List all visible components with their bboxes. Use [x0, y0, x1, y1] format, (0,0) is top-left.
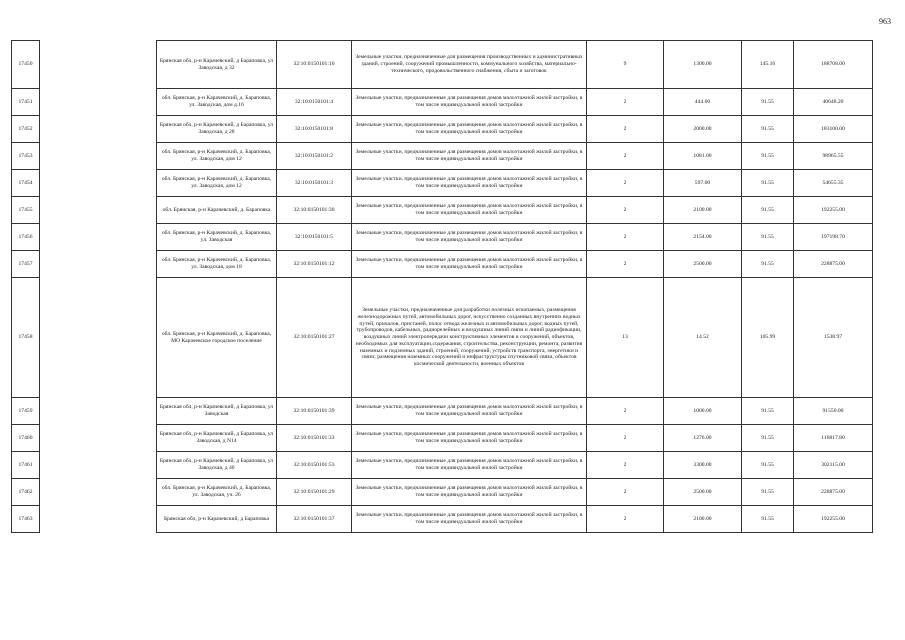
specific-value-cell: 91.55 — [742, 398, 794, 425]
cadastral-number-cell: 32:10:0150101:39 — [277, 398, 352, 425]
land-use-cell: Земельные участки, предназначенные для размещения домов малоэтажной жилой застройки, в том числе индивидуальной жилой застройки — [352, 425, 587, 452]
spacer-cell — [40, 41, 157, 89]
cadastral-value-cell: 228875.00 — [794, 251, 873, 278]
row-number: 17450 — [12, 41, 40, 89]
address-cell: обл. Брянская, р-н Карачевский, д. Бараповка, ул. Заводская, дом д.16 — [157, 89, 277, 116]
address-cell: обл. Брянская, р-н Карачевский, д. Бараповка, ул. Заводская, дом 12 — [157, 170, 277, 197]
use-group-cell: 2 — [587, 506, 664, 533]
cadastral-number-cell: 32:10:0150101:8 — [277, 116, 352, 143]
cadastral-number-cell: 32:10:0150101:10 — [277, 41, 352, 89]
use-group-cell: 2 — [587, 224, 664, 251]
row-number: 17460 — [12, 425, 40, 452]
specific-value-cell: 91.55 — [742, 197, 794, 224]
cadastral-number-cell: 32:10:0150101:2 — [277, 143, 352, 170]
use-group-cell: 2 — [587, 398, 664, 425]
table-row — [12, 398, 873, 425]
specific-value-cell: 91.55 — [742, 224, 794, 251]
use-group-cell: 2 — [587, 251, 664, 278]
table-row — [12, 116, 873, 143]
area-cell: 2500.00 — [664, 479, 742, 506]
address-cell: Брянская обл, р-н Карачевский, д Бараповка — [157, 506, 277, 533]
land-use-cell: Земельные участки, предназначенные для размещения домов малоэтажной жилой застройки, в том числе индивидуальной жилой застройки — [352, 224, 587, 251]
spacer-cell — [40, 479, 157, 506]
address-cell: Брянская обл, р-н Карачевский, д Бараповка, ул Заводская, д 32 — [157, 41, 277, 89]
cadastral-number-cell: 32:10:0150101:12 — [277, 251, 352, 278]
cadastral-number-cell: 32:10:0150101:33 — [277, 425, 352, 452]
table-row — [12, 170, 873, 197]
cadastral-value-cell: 228875.00 — [794, 479, 873, 506]
specific-value-cell: 145.16 — [742, 41, 794, 89]
use-group-cell: 2 — [587, 143, 664, 170]
area-cell: 14.52 — [664, 278, 742, 398]
cadastral-value-cell: 40648.20 — [794, 89, 873, 116]
row-number: 17461 — [12, 452, 40, 479]
cadastral-value-cell: 302115.00 — [794, 452, 873, 479]
area-cell: 2000.00 — [664, 116, 742, 143]
row-number: 17452 — [12, 116, 40, 143]
land-use-cell: Земельные участки, предназначенные для размещения домов малоэтажной жилой застройки, в том числе индивидуальной жилой застройки — [352, 143, 587, 170]
specific-value-cell: 91.55 — [742, 170, 794, 197]
use-group-cell: 2 — [587, 89, 664, 116]
specific-value-cell: 91.55 — [742, 89, 794, 116]
cadastral-value-cell: 192255.00 — [794, 506, 873, 533]
spacer-cell — [40, 425, 157, 452]
table-row — [12, 197, 873, 224]
cadastral-number-cell: 32:10:0150101:27 — [277, 278, 352, 398]
table-row — [12, 41, 873, 89]
spacer-cell — [40, 278, 157, 398]
cadastral-value-cell: 188708.00 — [794, 41, 873, 89]
spacer-cell — [40, 398, 157, 425]
use-group-cell: 2 — [587, 170, 664, 197]
cadastral-value-cell: 183100.00 — [794, 116, 873, 143]
use-group-cell: 2 — [587, 197, 664, 224]
cadastral-value-cell: 1538.97 — [794, 278, 873, 398]
cadastral-number-cell: 32:10:0150101:5 — [277, 224, 352, 251]
row-number: 17455 — [12, 197, 40, 224]
specific-value-cell: 91.55 — [742, 116, 794, 143]
table-row — [12, 425, 873, 452]
area-cell: 2100.00 — [664, 197, 742, 224]
row-number: 17462 — [12, 479, 40, 506]
specific-value-cell: 91.55 — [742, 251, 794, 278]
land-use-cell: Земельные участки, предназначенные для размещения домов малоэтажной жилой застройки, в том числе индивидуальной жилой застройки — [352, 479, 587, 506]
spacer-cell — [40, 89, 157, 116]
address-cell: обл. Брянская, р-н Карачевский, д. Бараповка — [157, 197, 277, 224]
row-number: 17454 — [12, 170, 40, 197]
area-cell: 1300.00 — [664, 41, 742, 89]
address-cell: Брянская обл, р-н Карачевский, д Бараповка, ул Заводская, д N14 — [157, 425, 277, 452]
address-cell: обл. Брянская, р-н Карачевский, д. Бараповка, ул. Заводская — [157, 224, 277, 251]
specific-value-cell: 91.55 — [742, 425, 794, 452]
cadastral-value-cell: 91550.00 — [794, 398, 873, 425]
area-cell: 597.00 — [664, 170, 742, 197]
address-cell: Брянская обл, р-н Карачевский, д Бараповка, ул Заводская, д 40 — [157, 452, 277, 479]
use-group-cell: 9 — [587, 41, 664, 89]
land-use-cell: Земельные участки, предназначенные для размещения домов малоэтажной жилой застройки, в том числе индивидуальной жилой застройки — [352, 116, 587, 143]
row-number: 17459 — [12, 398, 40, 425]
table-row — [12, 143, 873, 170]
table-row — [12, 479, 873, 506]
address-cell: обл. Брянская, р-н Карачевский, д. Бараповка, ул. Заводская, уч. 26 — [157, 479, 277, 506]
address-cell: обл. Брянская, р-н Карачевский, д. Бараповка, ул. Заводская, дом 18 — [157, 251, 277, 278]
spacer-cell — [40, 116, 157, 143]
specific-value-cell: 91.55 — [742, 506, 794, 533]
cadastral-number-cell: 32:10:0150101:4 — [277, 89, 352, 116]
table-row — [12, 251, 873, 278]
area-cell: 3300.00 — [664, 452, 742, 479]
cadastral-value-cell: 116817.80 — [794, 425, 873, 452]
cadastral-value-cell: 54655.35 — [794, 170, 873, 197]
spacer-cell — [40, 170, 157, 197]
row-number: 17457 — [12, 251, 40, 278]
land-use-cell: Земельные участки, предназначенные для размещения домов малоэтажной жилой застройки, в том числе индивидуальной жилой застройки — [352, 89, 587, 116]
land-use-cell: Земельные участки, предназначенные для размещения домов малоэтажной жилой застройки, в том числе индивидуальной жилой застройки — [352, 506, 587, 533]
land-registry-table — [11, 40, 873, 533]
row-number: 17456 — [12, 224, 40, 251]
use-group-cell: 2 — [587, 425, 664, 452]
spacer-cell — [40, 452, 157, 479]
land-use-cell: Земельные участки, предназначенные для размещения домов малоэтажной жилой застройки, в том числе индивидуальной жилой застройки — [352, 197, 587, 224]
specific-value-cell: 91.55 — [742, 479, 794, 506]
address-cell: обл. Брянская, р-н Карачевский, д. Бараповка, МО Карачевское городское поселение — [157, 278, 277, 398]
spacer-cell — [40, 506, 157, 533]
cadastral-value-cell: 192255.00 — [794, 197, 873, 224]
address-cell: обл. Брянская, р-н Карачевский, д. Бараповка, ул. Заводская, дом 12 — [157, 143, 277, 170]
table-body — [12, 41, 873, 533]
row-number: 17453 — [12, 143, 40, 170]
area-cell: 1081.00 — [664, 143, 742, 170]
cadastral-number-cell: 32:10:0150101:37 — [277, 506, 352, 533]
cadastral-number-cell: 32:10:0150101:29 — [277, 479, 352, 506]
table-row — [12, 506, 873, 533]
specific-value-cell: 105.99 — [742, 278, 794, 398]
area-cell: 2500.00 — [664, 251, 742, 278]
address-cell: Брянская обл, р-н Карачевский, д Бараповка, ул Заводская — [157, 398, 277, 425]
use-group-cell: 2 — [587, 479, 664, 506]
area-cell: 2154.00 — [664, 224, 742, 251]
spacer-cell — [40, 197, 157, 224]
address-cell: Брянская обл, р-н Карачевский, д Бараповка, ул Заводская, д 28 — [157, 116, 277, 143]
specific-value-cell: 91.55 — [742, 452, 794, 479]
area-cell: 1276.00 — [664, 425, 742, 452]
spacer-cell — [40, 224, 157, 251]
land-use-cell: Земельные участки, предназначенные для размещения домов малоэтажной жилой застройки, в том числе индивидуальной жилой застройки — [352, 170, 587, 197]
area-cell: 2100.00 — [664, 506, 742, 533]
table-row — [12, 89, 873, 116]
land-use-cell: Земельные участки, предназначенные для размещения домов малоэтажной жилой застройки, в том числе индивидуальной жилой застройки — [352, 452, 587, 479]
cadastral-number-cell: 32:10:0150101:3 — [277, 170, 352, 197]
row-number: 17463 — [12, 506, 40, 533]
land-use-cell: Земельные участки, предназначенные для размещения производственных и административных зданий, строений, сооружений промышленности, коммунального хозяйства, материально-технического, продовольственного снабжения, сбыта и заготовок — [352, 41, 587, 89]
use-group-cell: 2 — [587, 452, 664, 479]
land-use-cell: Земельные участки, предназначенные для разработки полезных ископаемых, размещения железнодорожных путей, автомобильных дорог, искусственно созданных внутренних водных путей, причалов, пристаней, полос отвода железных и автомобильных дорог, водных путей, трубопроводов, кабельных, радиорелейных и воздушных линий связи и линий радиофикации, воздушных линий электропередачи конструктивных элементов и сооружений, объектов, необходимых для эксплуатации,содержания, строительства, реконструкции, ремонта, развития наземных и подземных зданий, строений, сооружений, устройств транспорта, энергетики и связи; размещения наземных сооружений и инфраструктуры спутниковой связи, объектов космической деятельности, военных объектов — [352, 278, 587, 398]
land-use-cell: Земельные участки, предназначенные для размещения домов малоэтажной жилой застройки, в том числе индивидуальной жилой застройки — [352, 251, 587, 278]
area-cell: 444.00 — [664, 89, 742, 116]
row-number: 17451 — [12, 89, 40, 116]
table-row — [12, 278, 873, 398]
row-number: 17458 — [12, 278, 40, 398]
land-use-cell: Земельные участки, предназначенные для размещения домов малоэтажной жилой застройки, в том числе индивидуальной жилой застройки — [352, 398, 587, 425]
spacer-cell — [40, 143, 157, 170]
page-number: 963 — [879, 17, 891, 26]
area-cell: 1000.00 — [664, 398, 742, 425]
use-group-cell: 13 — [587, 278, 664, 398]
spacer-cell — [40, 251, 157, 278]
table-row — [12, 224, 873, 251]
specific-value-cell: 91.55 — [742, 143, 794, 170]
cadastral-value-cell: 197198.70 — [794, 224, 873, 251]
cadastral-value-cell: 98965.55 — [794, 143, 873, 170]
cadastral-number-cell: 32:10:0150101:30 — [277, 197, 352, 224]
use-group-cell: 2 — [587, 116, 664, 143]
table-row — [12, 452, 873, 479]
cadastral-number-cell: 32:10:0150101:53 — [277, 452, 352, 479]
